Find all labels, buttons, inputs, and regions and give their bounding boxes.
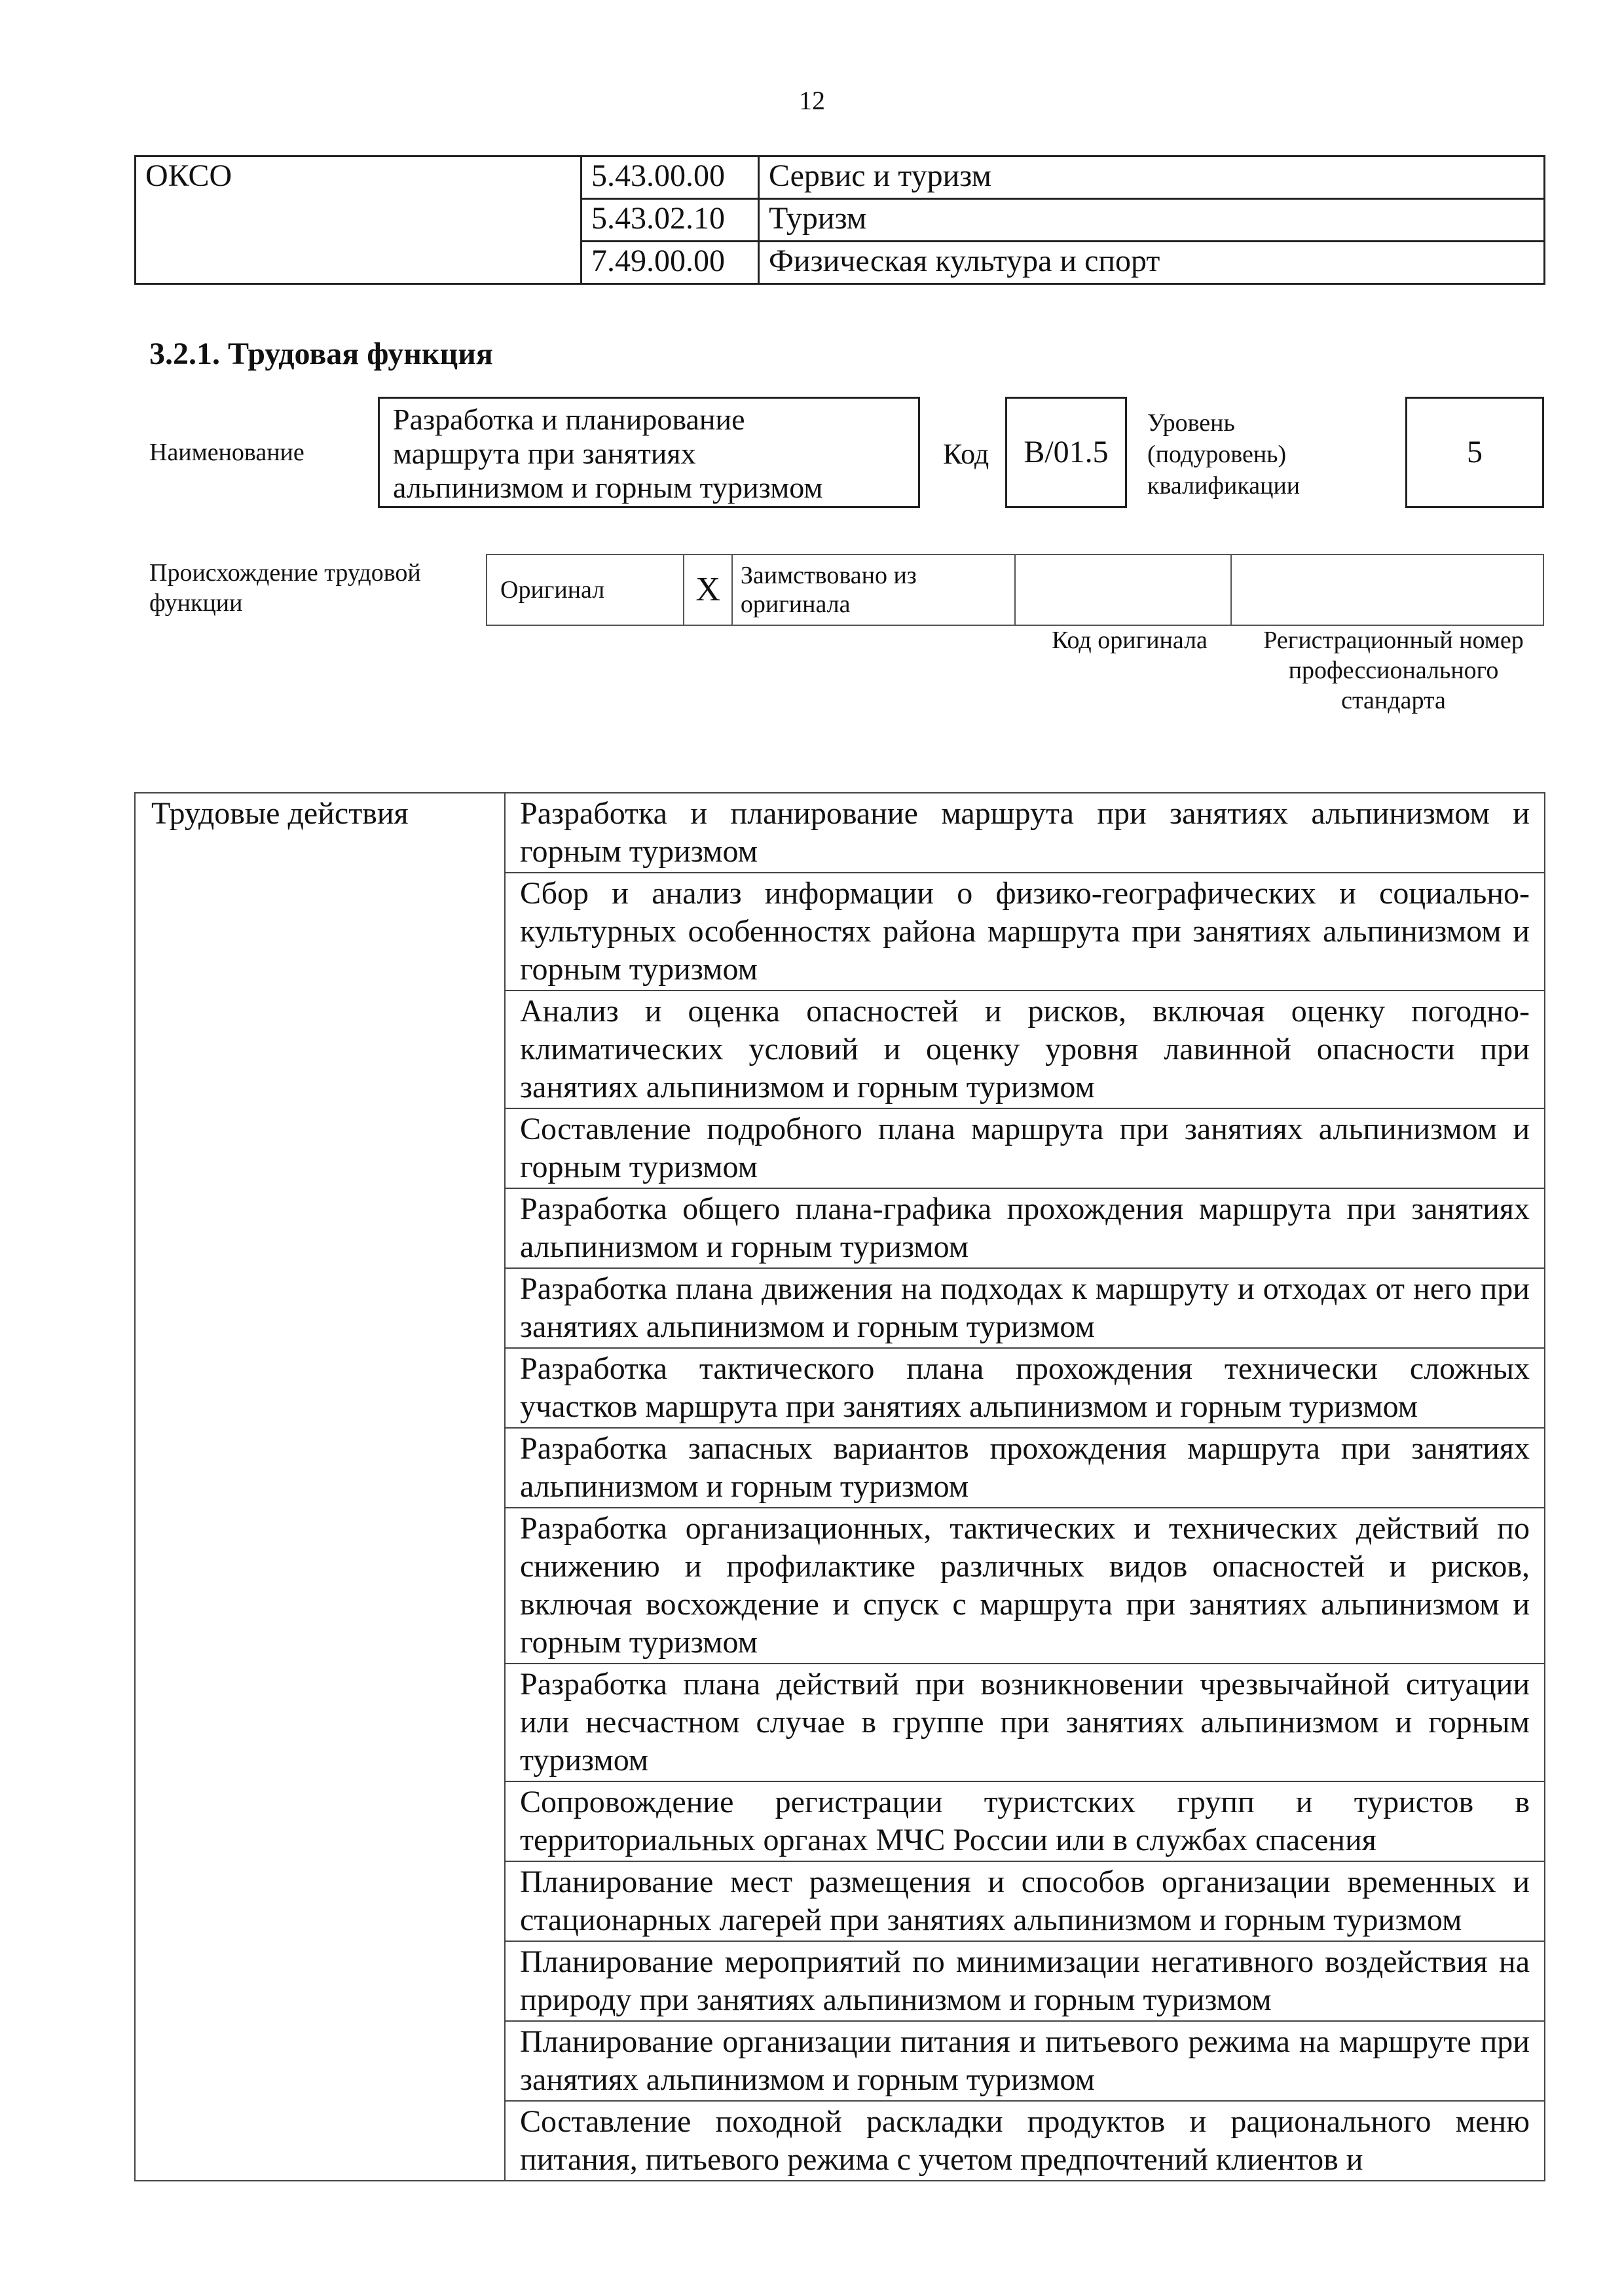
origin-reg-caption xyxy=(1240,625,1547,716)
function-name-line: Разработка и планирование xyxy=(393,403,745,436)
origin-borrowed-line: Заимствовано из xyxy=(740,562,917,589)
qualification-level-label xyxy=(1147,407,1300,501)
qualification-level-label-line: квалификации xyxy=(1147,472,1301,500)
function-name-line: маршрута при занятиях xyxy=(393,437,696,470)
labor-action: Планирование организации питания и питьевого режима на маршруте при занятиях альпинизмом и горным туризмом xyxy=(505,2021,1545,2101)
okso-label: ОКСО xyxy=(136,156,581,284)
labor-action: Сопровождение регистрации туристских групп и туристов в территориальных органах МЧС России или в службах спасения xyxy=(505,1781,1545,1861)
qualification-level-label-line: (подуровень) xyxy=(1147,441,1287,468)
section-title: 3.2.1. Трудовая функция xyxy=(149,337,493,371)
labor-action: Разработка и планирование маршрута при занятиях альпинизмом и горным туризмом xyxy=(505,793,1545,873)
origin-label-line: Происхождение трудовой xyxy=(149,559,421,587)
origin-code-caption: Код оригинала xyxy=(1052,627,1208,654)
labor-actions-table xyxy=(134,792,1545,2181)
origin-row xyxy=(487,555,1543,625)
function-name-label: Наименование xyxy=(149,439,304,466)
origin-label xyxy=(149,558,464,618)
function-code-label: Код xyxy=(943,438,989,470)
labor-action: Планирование мероприятий по минимизации негативного воздействия на природу при занятиях альпинизмом и горным туризмом xyxy=(505,1941,1545,2021)
okso-name: Туризм xyxy=(759,199,1545,242)
labor-action: Разработка общего плана-графика прохождения маршрута при занятиях альпинизмом и горным туризмом xyxy=(505,1188,1545,1268)
okso-code: 5.43.00.00 xyxy=(581,156,759,199)
function-name-box xyxy=(378,397,920,508)
origin-code-cell xyxy=(1015,555,1230,625)
labor-action: Разработка тактического плана прохождения технически сложных участков маршрута при занятиях альпинизмом и горным туризмом xyxy=(505,1348,1545,1428)
function-name-line: альпинизмом и горным туризмом xyxy=(393,471,823,504)
okso-row xyxy=(136,156,1545,199)
labor-action: Составление походной раскладки продуктов и рационального меню питания, питьевого режима с учетом предпочтений клиентов и xyxy=(505,2101,1545,2181)
origin-reg-caption-line: профессионального xyxy=(1288,657,1499,684)
labor-action: Сбор и анализ информации о физико-географических и социально-культурных особенностях района маршрута при занятиях альпинизмом и горным туризмом xyxy=(505,873,1545,991)
labor-action: Разработка плана движения на подходах к маршруту и отходах от него при занятиях альпинизмом и горным туризмом xyxy=(505,1268,1545,1348)
origin-label-line: функции xyxy=(149,589,243,617)
okso-code: 7.49.00.00 xyxy=(581,242,759,284)
labor-action: Составление подробного плана маршрута при занятиях альпинизмом и горным туризмом xyxy=(505,1108,1545,1188)
okso-table xyxy=(134,155,1545,285)
labor-action: Разработка запасных вариантов прохождения маршрута при занятиях альпинизмом и горным туризмом xyxy=(505,1428,1545,1508)
origin-mark: X xyxy=(684,555,732,625)
labor-action: Анализ и оценка опасностей и рисков, включая оценку погодно-климатических условий и оценку уровня лавинной опасности при занятиях альпинизмом и горным туризмом xyxy=(505,991,1545,1108)
function-code: B/01.5 xyxy=(1005,397,1127,508)
origin-table xyxy=(486,554,1544,626)
origin-borrowed-line: оригинала xyxy=(740,591,851,618)
table-row xyxy=(135,793,1545,873)
qualification-level-label-line: Уровень xyxy=(1147,409,1235,437)
origin-reg-caption-line: Регистрационный номер xyxy=(1263,627,1524,654)
okso-code: 5.43.02.10 xyxy=(581,199,759,242)
labor-action: Планирование мест размещения и способов организации временных и стационарных лагерей при занятиях альпинизмом и горным туризмом xyxy=(505,1861,1545,1941)
okso-name: Сервис и туризм xyxy=(759,156,1545,199)
qualification-level: 5 xyxy=(1405,397,1544,508)
labor-action: Разработка организационных, тактических и технических действий по снижению и профилактике различных видов опасностей и рисков, включая восхождение и спуск с маршрута при занятиях альпинизмом и горным туризмом xyxy=(505,1508,1545,1664)
page-number: 12 xyxy=(799,86,825,115)
labor-action: Разработка плана действий при возникновении чрезвычайной ситуации или несчастном случае в группе при занятиях альпинизмом и горным туризмом xyxy=(505,1664,1545,1781)
labor-actions-label: Трудовые действия xyxy=(135,793,505,2181)
origin-reg-cell xyxy=(1231,555,1543,625)
origin-original: Оригинал xyxy=(487,555,684,625)
origin-reg-caption-line: стандарта xyxy=(1341,687,1446,714)
okso-name: Физическая культура и спорт xyxy=(759,242,1545,284)
origin-borrowed xyxy=(732,555,1015,625)
